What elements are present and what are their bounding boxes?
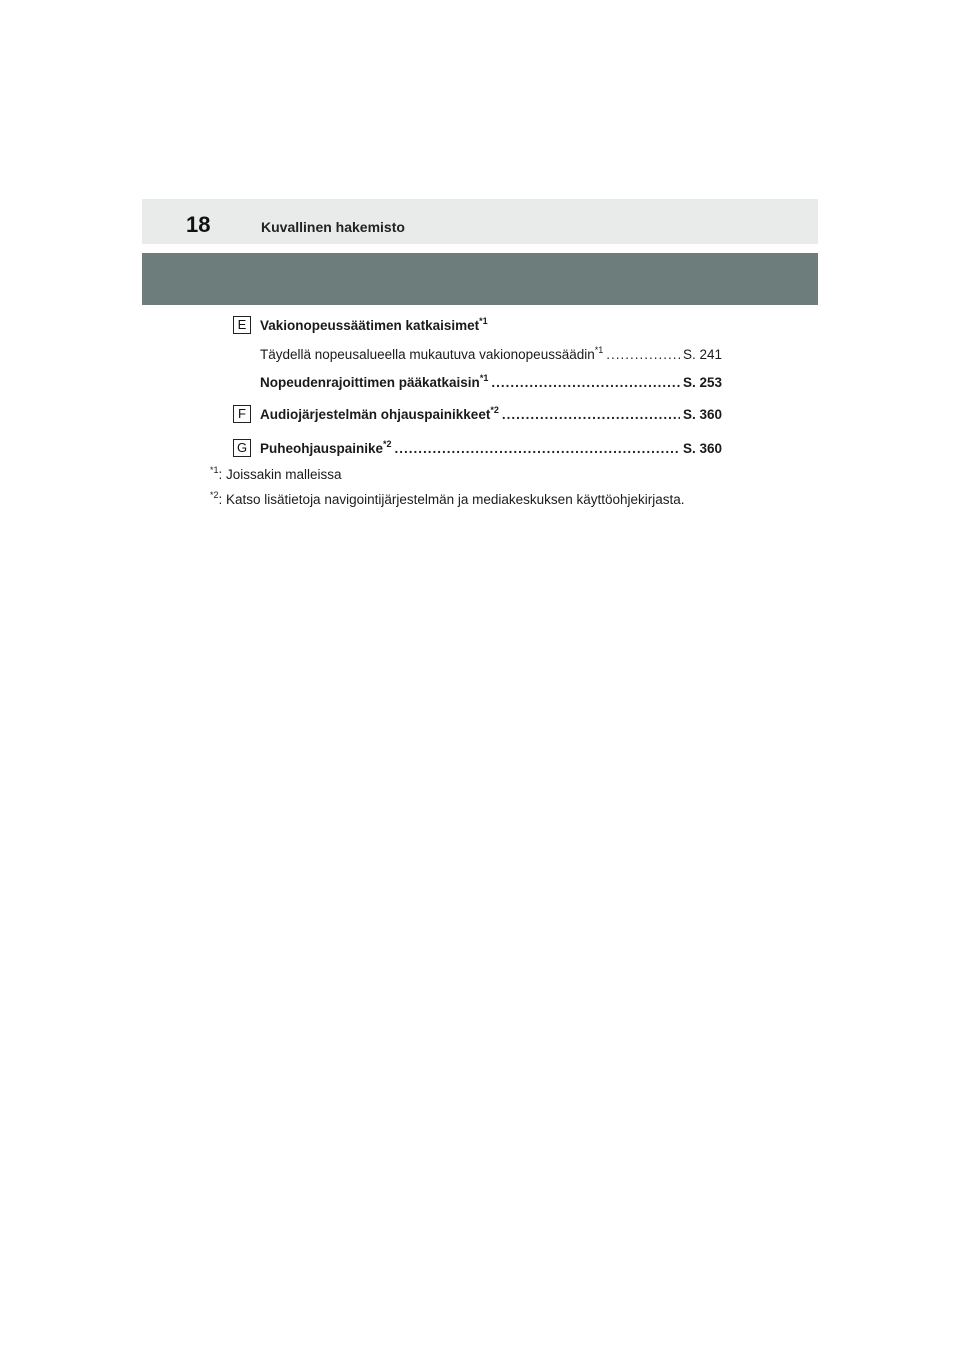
dot-leader [395,440,680,458]
entry-label: Audiojärjestelmän ohjauspainikkeet$^{*2}$ [260,404,499,422]
entry-label: Vakionopeussäätimen katkaisimet$^{*1}$ [260,315,488,333]
footnote-2: $^{*2}$: Katso lisätietoja navigointijärjestelmän ja mediakeskuksen käyttöohjekirjasta. [210,489,685,507]
entry-audio-control-buttons[interactable] [260,406,722,424]
illustration-band [142,253,818,305]
dot-leader [606,346,680,364]
marker-e: E [233,316,251,334]
entry-adaptive-cruise-control[interactable] [260,346,722,364]
entry-label: Nopeudenrajoittimen pääkatkaisin$^{*1}$ [260,372,489,390]
page-reference[interactable]: S. 360 [682,441,722,456]
marker-f: F [233,405,251,423]
dot-leader [491,374,680,392]
entry-cruise-control-switches [260,317,722,335]
page-reference[interactable]: S. 241 [682,347,722,362]
page-number: 18 [186,212,211,237]
marker-g: G [233,439,251,457]
entry-label: Täydellä nopeusalueella mukautuva vakionopeussäädin$^{*1}$ [260,344,604,362]
entry-voice-control-button[interactable] [260,440,722,458]
header-bar [142,199,818,244]
entry-speed-limiter-main-switch[interactable] [260,374,722,392]
section-title: Kuvallinen hakemisto [261,219,405,235]
page-reference[interactable]: S. 253 [682,375,722,390]
entry-label: Puheohjauspainike$^{*2}$ [260,438,392,456]
page-reference[interactable]: S. 360 [682,407,722,422]
footnote-1: $^{*1}$: Joissakin malleissa [210,464,342,482]
dot-leader [502,406,680,424]
